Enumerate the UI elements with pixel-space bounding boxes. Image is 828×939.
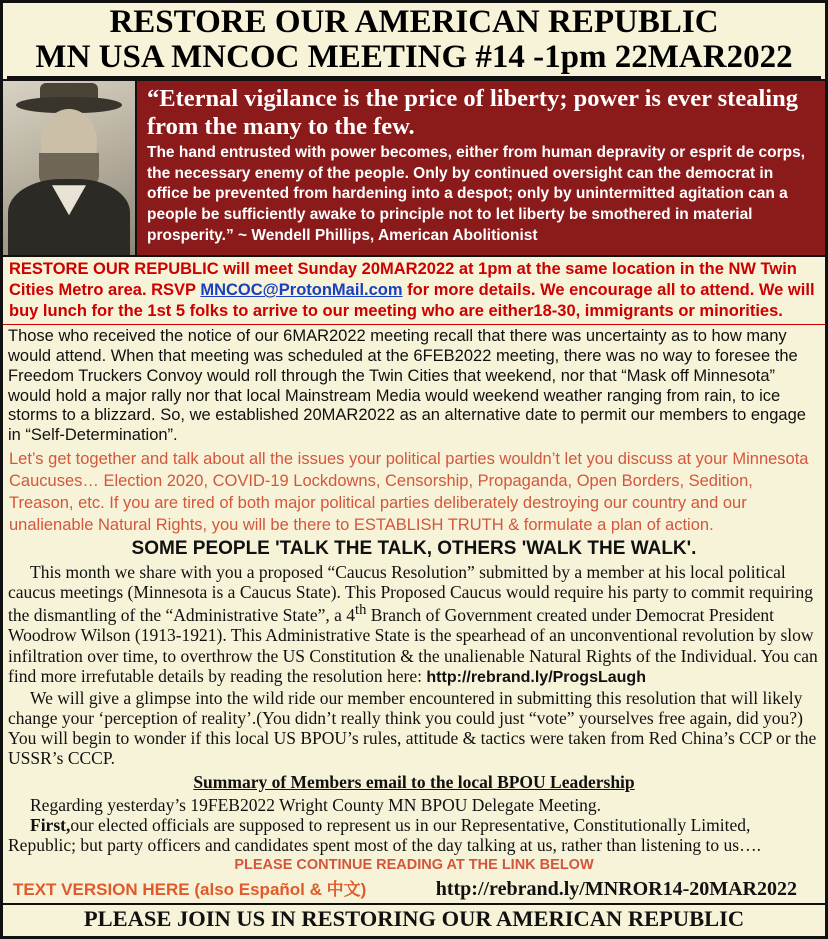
first-point-label: First,	[30, 815, 71, 836]
resolution-text-c: We will give a glimpse into the wild ride our member encountered in submitting this resolution that will likely change your ‘perception of reality’.(You didn’t really think you could just “vote” yourselves free again, did you?) You will begin to wonder if this local US BPOU’s rules, attitude & tactics were taken from Red China’s CCP or the USSR’s CCCP.	[8, 687, 817, 769]
quote-headline: “Eternal vigilance is the price of liberty; power is ever stealing from the many to the few.	[147, 85, 798, 140]
meeting-announcement	[3, 257, 825, 325]
resolution-ordinal-suffix: th	[355, 602, 367, 619]
slogan-line: SOME PEOPLE 'TALK THE TALK, OTHERS 'WALK THE WALK'.	[131, 537, 697, 559]
announcement-part1: RESTORE OUR REPUBLIC will meet Sunday 20MAR2022 at 1pm at the same location in the NW Twin Cities Metro area. RSVP	[9, 260, 797, 300]
quote-text-block	[137, 81, 825, 255]
header-title-line1: RESTORE OUR AMERICAN REPUBLIC	[109, 4, 719, 40]
quote-body: The hand entrusted with power becomes, either from human depravity or esprit de corps, the necessary enemy of the people. Only by continued oversight can the democrat in office be prevented from hardening into a despot; only by unintermitted agitation can a people be sufficiently awake to principle not to let liberty be smothered in material prosperity.” ~ Wendell Phillips, American Abolitionist	[147, 144, 806, 244]
invitation-paragraph: Let’s get together and talk about all the issues your political parties wouldn’t let you discuss at your Minnesota Caucuses… Election 2020, COVID-19 Lockdowns, Censorship, Propaganda, Open Borders, Sedition, Treason, etc. If you are tired of both major political parties deliberately destroying our country and our unalienable Natural Rights, you will be there to ESTABLISH TRUTH & formulate a plan of action.	[9, 449, 809, 534]
summary-line-text: Regarding yesterday’s 19FEB2022 Wright County MN BPOU Delegate Meeting.	[30, 794, 602, 815]
header-title-line2: MN USA MNCOC MEETING #14 -1pm 22MAR2022	[7, 40, 821, 80]
resolution-link[interactable]: http://rebrand.ly/ProgsLaugh	[426, 668, 646, 686]
first-point-paragraph	[3, 815, 825, 856]
footer-link-row	[3, 875, 825, 901]
summary-heading: Summary of Members email to the local BPOU Leadership	[193, 771, 635, 792]
first-point-text: our elected officials are supposed to represent us in our Representative, Constitutionally Limited, Republic; but party officers and candidates spent most of the day talking at us, rather than listening to us….	[8, 815, 761, 856]
resolution-paragraph-2	[3, 688, 825, 769]
footer-url-link[interactable]: http://rebrand.ly/MNROR14-20MAR2022	[435, 877, 797, 900]
announcement-part2: for more details. We encourage all to attend. We will buy lunch for the 1st 5 folks to arrive to our meeting who are either18-30, immigrants or minorities.	[9, 281, 815, 321]
quote-banner	[3, 79, 825, 257]
continue-reading-note: PLEASE CONTINUE READING AT THE LINK BELOW	[234, 856, 594, 873]
flyer-header	[3, 3, 825, 79]
email-link[interactable]: MNCOC@ProtonMail.com	[200, 281, 403, 300]
call-to-action-banner: PLEASE JOIN US IN RESTORING OUR AMERICAN REPUBLIC	[3, 903, 825, 932]
summary-subline	[3, 795, 825, 815]
portrait-photo	[3, 81, 137, 255]
notice-paragraph: Those who received the notice of our 6MAR2022 meeting recall that there was uncertainty as to how many would attend. When that meeting was scheduled at the 6FEB2022 meeting, there was no way to foresee the Freedom Truckers Convoy would roll through the Twin Cities that weekend, nor that “Mask off Minnesota” would hold a major rally nor that local Mainstream Media would weekend weather ranging from rain, to ice storms to a blizzard. So, we established 20MAR2022 as an alternative date to permit our members to engage in “Self-Determination”.	[8, 327, 806, 445]
resolution-paragraph-1	[3, 562, 825, 688]
text-version-label: TEXT VERSION HERE (also Español & 中文)	[13, 879, 367, 899]
resolution-text-b: Branch of Government created under Democrat President Woodrow Wilson (1913-1921). This Administrative State is the spearhead of an unconventional revolution by slow infiltration over time, to overthrow the US Constitution & the unalienable Natural Rights of the Individual. You can find more irrefutable details by reading the resolution here:	[8, 605, 818, 686]
resolution-text-a: This month we share with you a proposed “Caucus Resolution” submitted by a member at his local political caucus meetings (Minnesota is a Caucus State). This Proposed Caucus would require his party to commit requiring the dismantling of the “Administrative State”, a 4	[8, 561, 814, 626]
